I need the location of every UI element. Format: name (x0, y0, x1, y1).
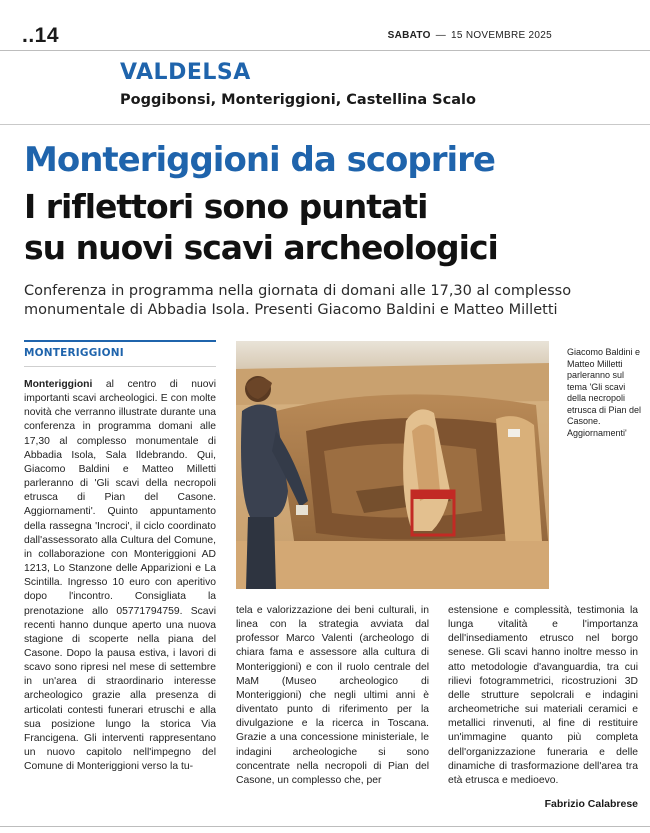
article-kicker: Monteriggioni da scoprire (24, 140, 495, 180)
dateline-day: SABATO (387, 30, 431, 41)
article-headline (24, 186, 498, 268)
location-rule (24, 366, 216, 367)
article-deck: Conferenza in programma nella giornata di domani alle 17,30 al complesso monumentale di Abbadia Isola. Presenti Giacomo Baldini e Matteo Milletti (24, 283, 572, 318)
byline: Fabrizio Calabrese (544, 798, 638, 810)
location-bar (24, 340, 216, 342)
dateline (388, 30, 552, 41)
article-column-3: estensione e complessità, testimonia la lunga vitalità e l'importanza dell'insediamento etrusco nel borgo senese. Gli scavi hanno inoltre messo in atto metodologie d'avanguardia, tra cui rilievi fotogrammetrici, ricostruzioni 3D delle strutture sepolcrali e indagini archeometriche sui materiali ceramici e metallici rinvenuti, al fine di restituire un'immagine quanto più completa dell'organizzazione funeraria e delle dinamiche di trasformazione dell'area tra età etrusca e medioevo. (448, 605, 638, 786)
page-number: ..14 (22, 24, 60, 47)
section-subtitle: Poggibonsi, Monteriggioni, Castellina Scalo (120, 92, 476, 108)
excavation-illustration (236, 341, 549, 589)
section-rule (0, 124, 650, 125)
column-1-text: al centro di nuovi importanti scavi archeologici. E con molte novità che verranno illustrate durante una conferenza in programma domani alle 17,30 al complesso monumentale di Abbadia Isola, Sala Ildebrando. Qui, Giacomo Baldini e Matteo Milletti parleranno di 'Gli scavi della necropoli etrusca di Pian del Casone. Aggiornamenti'. Quinto appuntamento della rassegna 'Incroci', il ciclo coordinato dall'assessorato alla Cultura del Comune, in collaborazione con Monteriggioni AD 1213, Lo Stanzone delle Apparizioni e La Scintilla. Ingresso 10 euro con aperitivo dopo l'incontro. Consigliata la prenotazione allo 05771794759. Scavi recenti hanno dunque aperto una nuova stagione di scoperte nella piana del Casone. Dopo la pausa estiva, i lavori di scavo sono ripresi nel mese di settembre in un'area di straordinario interesse archeologico grazie alla presenza di articolati contesti funerari etruschi e alla sua posizione lungo la storica Via Francigena. Gli interventi rappresentano un nuovo capitolo nell'impegno del Comune di Monteriggioni verso la tu- (24, 379, 217, 773)
article-column-2: tela e valorizzazione dei beni culturali, in linea con la strategia avviata dal professor Marco Valenti (archeologo di chiara fama e assessore alla cultura di Monteriggioni) e con il ruolo centrale del MaM (Museo archeologico di Monteriggioni) che negli ultimi anni è diventato punto di riferimento per la divulgazione e la ricerca in Toscana. Grazie a una concessione ministeriale, le indagini archeologiche si sono concentrate nella necropoli di Pian del Casone, un complesso che, per (236, 605, 429, 786)
section-title: VALDELSA (120, 60, 251, 85)
location-label: MONTERIGGIONI (24, 347, 124, 359)
lead-word: Monteriggioni (24, 379, 93, 390)
footer-rule (0, 826, 650, 827)
headline-line-1: I riflettori sono puntati (24, 187, 428, 226)
header-rule (0, 50, 650, 51)
excavation-photo (236, 341, 549, 589)
article-column-1 (24, 378, 216, 774)
photo-caption: Giacomo Baldini e Matteo Milletti parleranno sul tema 'Gli scavi della necropoli etrusca di Pian del Casone. Aggiornamenti' (567, 347, 642, 438)
dateline-date: 15 NOVEMBRE 2025 (451, 30, 552, 41)
dateline-separator: — (435, 30, 447, 41)
headline-line-2: su nuovi scavi archeologici (24, 228, 498, 267)
